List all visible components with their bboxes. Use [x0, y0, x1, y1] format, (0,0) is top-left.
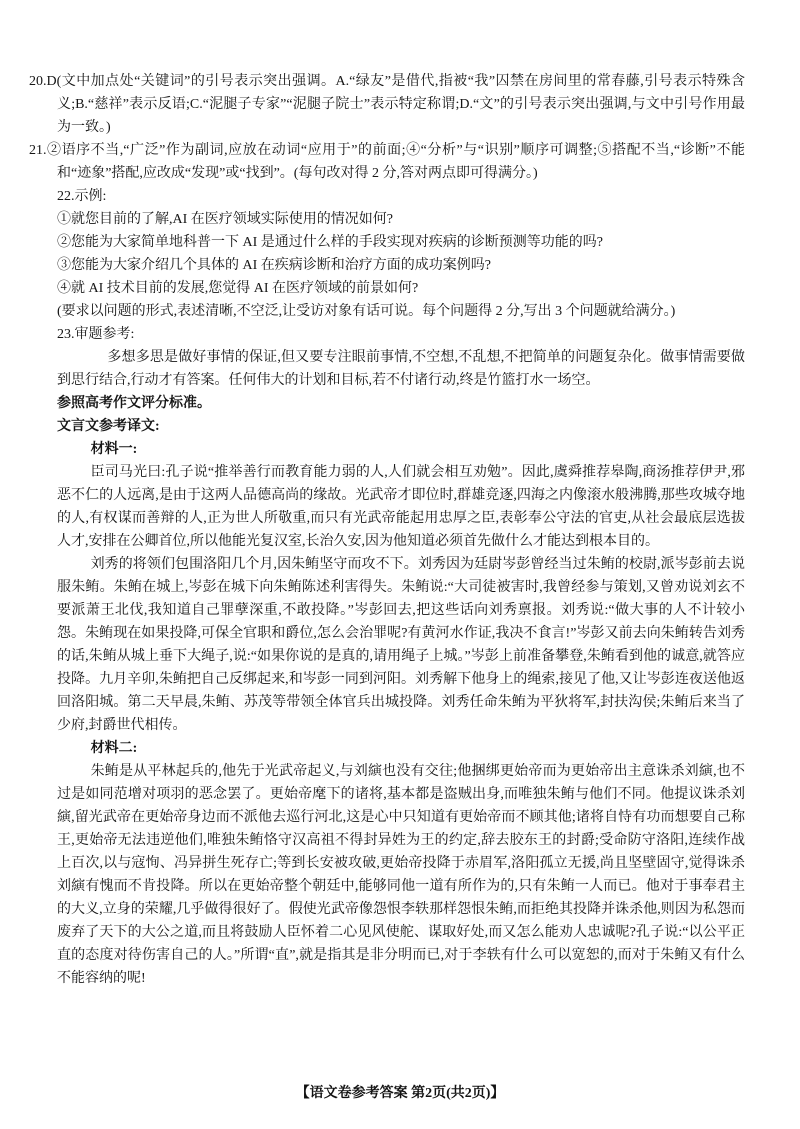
answer-22-item-3: ③您能为大家介绍几个具体的 AI 在疾病诊断和治疗方面的成功案例吗?: [57, 258, 491, 273]
answer-22-item-4: ④就 AI 技术目前的发展,您觉得 AI 在医疗领域的前景如何?: [57, 281, 419, 296]
translation-title: 文言文参考译文:: [57, 419, 160, 434]
material-2-paragraph: 朱鲔是从平林起兵的,他先于光武帝起义,与刘縯也没有交往;他捆绑更始帝而为更始帝出主意诛杀刘縯,也不过是如同范增对项羽的恶念罢了。更始帝麾下的诸将,基本都是盗贼出身,而唯独朱鲔与他们不同。他提议诛杀刘縯,留光武帝在更始帝身边而不派他去巡行河北,这是心中只知道有更始帝而不顾其他;诸将自恃有功而想要自己称王,更始帝无法违逆他们,唯独朱鲔恪守汉高祖不得封异姓为王的约定,辞去胶东王的封爵;受命防守洛阳,连续作战上百次,以与寇恂、冯异拼生死存亡;等到长安被攻破,更始帝投降于赤眉军,洛阳孤立无援,尚且坚壁固守,觉得诛杀刘縯有愧而不肯投降。所以在更始帝整个朝廷中,能够同他一道有所作为的,只有朱鲔一人而已。他对于事奉君主的大义,立身的荣耀,几乎做得很好了。假使光武帝像怨恨李轶那样怨恨朱鲔,而拒绝其投降并诛杀他,则因为私怨而废弃了天下的大公之道,而且将鼓励人臣怀着二心见风使舵、谋取好处,而又怎么能劝人忠诚呢?孔子说:“以公平正直的态度对待伤害自己的人。”所谓“直”,就是指其是非分明而已,对于李轶有什么可以宽恕的,而对于朱鲔又有什么不能容纳的呢!: [57, 764, 745, 986]
page-footer: 【语文卷参考答案 第2页(共2页)】: [295, 1086, 505, 1101]
answer-23-analysis: 多想多思是做好事情的保证,但又要专注眼前事情,不空想,不乱想,不把简单的问题复杂化。做事情需要做到思行结合,行动才有答案。任何伟大的计划和目标,若不付诸行动,终是竹篮打水一场空。: [57, 350, 745, 388]
material-2-label: 材料二:: [90, 741, 138, 756]
answer-item-20: 20.D(文中加点处“关键词”的引号表示突出强调。A.“绿友”是借代,指被“我”囚禁在房间里的常春藤,引号表示特殊含义;B.“慈祥”表示反语;C.“泥腿子专家”“泥腿子院士”表示特定称谓;D.“文”的引号表示突出强调,与文中引号作用最为一致。): [29, 74, 745, 135]
answer-22-item-2: ②您能为大家简单地科普一下 AI 是通过什么样的手段实现对疾病的诊断预测等功能的吗?: [57, 235, 603, 250]
answer-sheet-content: [29, 70, 745, 990]
material-1-paragraph-1: 臣司马光曰:孔子说“推举善行而教育能力弱的人,人们就会相互劝勉”。因此,虞舜推荐皋陶,商汤推荐伊尹,邪恶不仁的人远离,是由于这两人品德高尚的缘故。光武帝才即位时,群雄竞逐,四海之内像滚水般沸腾,那些攻城夺地的人,有权谋而善辩的人,正为世人所敬重,而只有光武帝能起用忠厚之臣,表彰奉公守法的官吏,从社会最底层选拔人才,安排在公卿首位,所以他能光复汉室,长治久安,因为他知道必须首先做什么才能达到根本目的。: [57, 465, 745, 549]
answer-22-item-1: ①就您目前的了解,AI 在医疗领域实际使用的情况如何?: [57, 212, 393, 227]
material-1-label: 材料一:: [90, 442, 138, 457]
material-1-paragraph-2: 刘秀的将领们包围洛阳几个月,因朱鲔坚守而攻不下。刘秀因为廷尉岑彭曾经当过朱鲔的校尉,派岑彭前去说服朱鲔。朱鲔在城上,岑彭在城下向朱鲔陈述利害得失。朱鲔说:“大司徒被害时,我曾经参与策划,又曾劝说刘玄不要派萧王北伐,我知道自己罪孽深重,不敢投降。”岑彭回去,把这些话向刘秀禀报。刘秀说:“做大事的人不计较小怨。朱鲔现在如果投降,可保全官职和爵位,怎么会治罪呢?有黄河水作证,我决不食言!”岑彭又前去向朱鲔转告刘秀的话,朱鲔从城上垂下大绳子,说:“如果你说的是真的,请用绳子上城。”岑彭上前准备攀登,朱鲔看到他的诚意,就答应投降。九月辛卯,朱鲔把自己反绑起来,和岑彭一同到河阳。刘秀解下他身上的绳索,接见了他,又让岑彭连夜送他返回洛阳城。第二天早晨,朱鲔、苏茂等带领全体官兵出城投降。刘秀任命朱鲔为平狄将军,封扶沟侯;朱鲔后来当了少府,封爵世代相传。: [57, 557, 745, 733]
answer-22-note: (要求以问题的形式,表述清晰,不空泛,让受访对象有话可说。每个问题得 2 分,写出 3 个问题就给满分。): [57, 304, 676, 319]
answer-22-header: 22.示例:: [57, 189, 107, 204]
answer-23-header: 23.审题参考:: [57, 327, 135, 342]
essay-scoring-note: 参照高考作文评分标准。: [57, 396, 211, 411]
answer-item-21: 21.②语序不当,“广泛”作为副词,应放在动词“应用于”的前面;④“分析”与“识别”顺序可调整;⑤搭配不当,“诊断”不能和“迹象”搭配,应改成“发现”或“找到”。(每句改对得 2 分,答对两点即可得满分。): [29, 143, 745, 181]
